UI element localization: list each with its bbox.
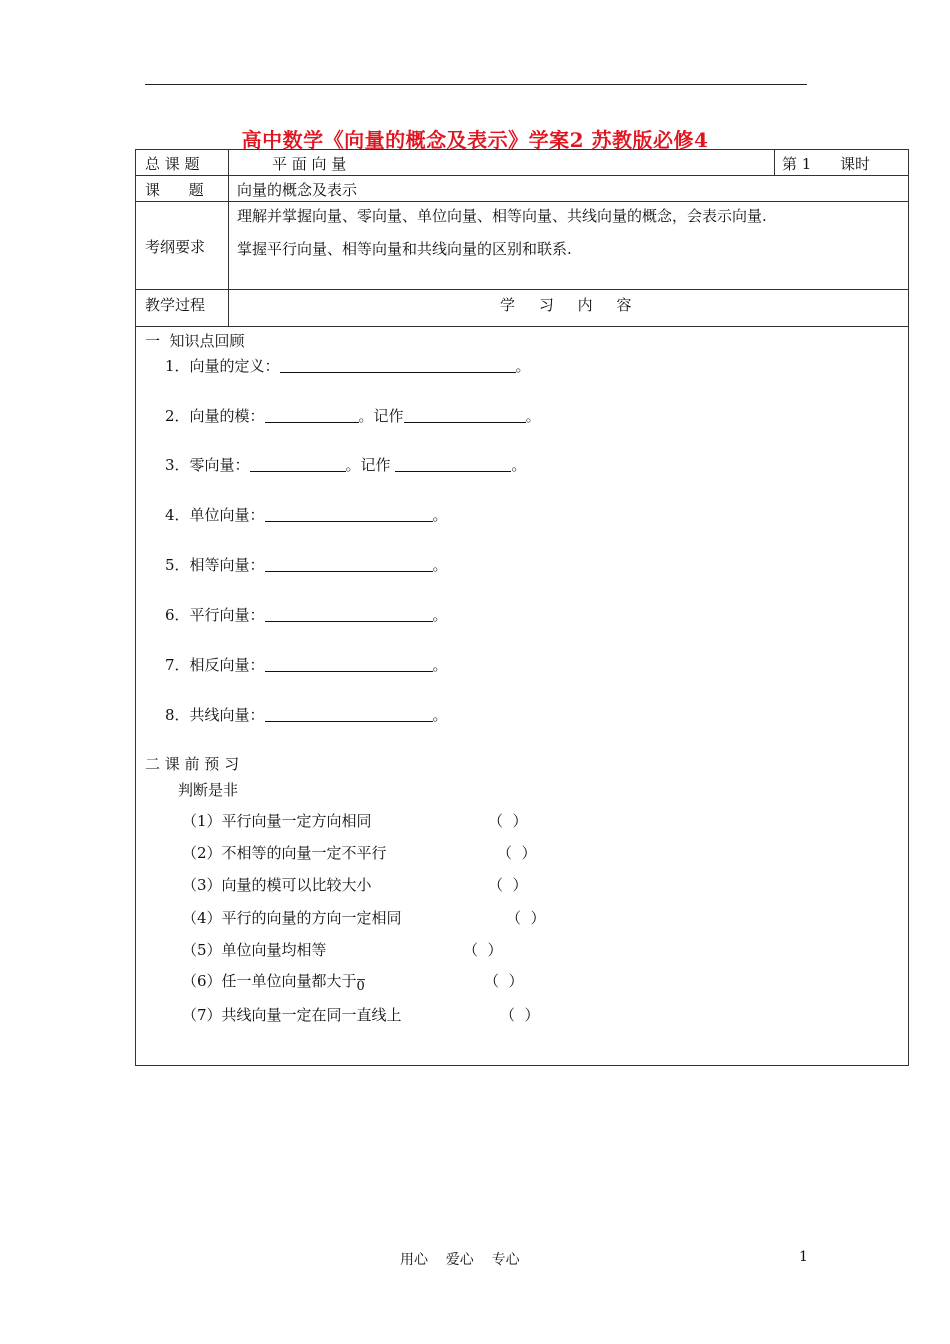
review-item-collinear-vector: 8．共线向量： 。 (165, 706, 448, 724)
review-item-parallel-vector: 6．平行向量： 。 (165, 606, 448, 624)
item-label: 7．相反向量： (165, 656, 265, 674)
page-number: 1 (799, 1249, 808, 1265)
judge-answer-6[interactable]: （ ） (484, 972, 524, 990)
judge-item-2: （2）不相等的向量一定不平行 (182, 844, 387, 862)
document-title: 高中数学《向量的概念及表示》学案2 苏教版必修4 (241, 128, 709, 152)
row-topic-value: 向量的概念及表示 (237, 181, 358, 199)
row-lesson-unit: 课时 (840, 155, 871, 173)
judge-answer-1[interactable]: （ ） (488, 812, 528, 830)
answer-blank[interactable] (265, 507, 433, 522)
row-course-label: 总 课 题 (145, 155, 200, 173)
answer-blank[interactable] (250, 457, 346, 472)
row-requirements-line2: 掌握平行向量、相等向量和共线向量的区别和联系. (237, 240, 572, 258)
answer-blank[interactable] (265, 557, 433, 572)
review-item-definition: 1．向量的定义： 。 (165, 357, 531, 375)
notation-blank[interactable] (395, 457, 511, 472)
row-lesson-number: 第 1 (782, 155, 812, 173)
answer-blank[interactable] (265, 657, 433, 672)
row-process-value: 学 习 内 容 (500, 296, 632, 314)
section2-heading: 二 课 前 预 习 (145, 755, 240, 773)
item-label: 5．相等向量： (165, 556, 265, 574)
judge-item-5: （5）单位向量均相等 (182, 941, 327, 959)
section1-heading: 一 知识点回顾 (145, 332, 245, 350)
review-item-equal-vector: 5．相等向量： 。 (165, 556, 448, 574)
row-requirements-label: 考纲要求 (145, 238, 206, 256)
review-item-opposite-vector: 7．相反向量： 。 (165, 656, 448, 674)
item-label: 2．向量的模： (165, 407, 265, 425)
judge-item-4: （4）平行的向量的方向一定相同 (182, 909, 402, 927)
judge-item-3: （3）向量的模可以比较大小 (182, 876, 372, 894)
item-label: 8．共线向量： (165, 706, 265, 724)
judge-answer-2[interactable]: （ ） (497, 844, 537, 862)
zero-vector-symbol: 0 (356, 979, 365, 994)
top-rule (145, 84, 807, 85)
judge-answer-5[interactable]: （ ） (463, 941, 503, 959)
review-item-magnitude: 2．向量的模： 。记作 。 (165, 407, 541, 425)
answer-blank[interactable] (280, 358, 516, 373)
item-label: 4．单位向量： (165, 506, 265, 524)
row-course-value: 平 面 向 量 (272, 155, 347, 173)
section2-subheading: 判断是非 (178, 781, 239, 799)
answer-blank[interactable] (265, 707, 433, 722)
answer-blank[interactable] (265, 607, 433, 622)
row-topic-label: 课 题 (145, 181, 204, 199)
judge-item-7: （7）共线向量一定在同一直线上 (182, 1006, 402, 1024)
judge-item-1: （1）平行向量一定方向相同 (182, 812, 372, 830)
item-label: 1．向量的定义： (165, 357, 280, 375)
judge-answer-3[interactable]: （ ） (488, 876, 528, 894)
row-requirements-line1: 理解并掌握向量、零向量、单位向量、相等向量、共线向量的概念，会表示向量. (237, 207, 767, 225)
review-item-zero-vector: 3．零向量： 。记作 。 (165, 456, 527, 474)
item-label: 3．零向量： (165, 456, 250, 474)
footer-slogan: 用心 爱心 专心 (400, 1252, 520, 1268)
judge-item-6: （6）任一单位向量都大于0 (182, 972, 365, 994)
notation-blank[interactable] (404, 408, 526, 423)
item-label: 6．平行向量： (165, 606, 265, 624)
row-process-label: 教学过程 (145, 296, 206, 314)
review-item-unit-vector: 4．单位向量： 。 (165, 506, 448, 524)
judge-answer-7[interactable]: （ ） (500, 1006, 540, 1024)
answer-blank[interactable] (265, 408, 359, 423)
judge-answer-4[interactable]: （ ） (506, 909, 546, 927)
